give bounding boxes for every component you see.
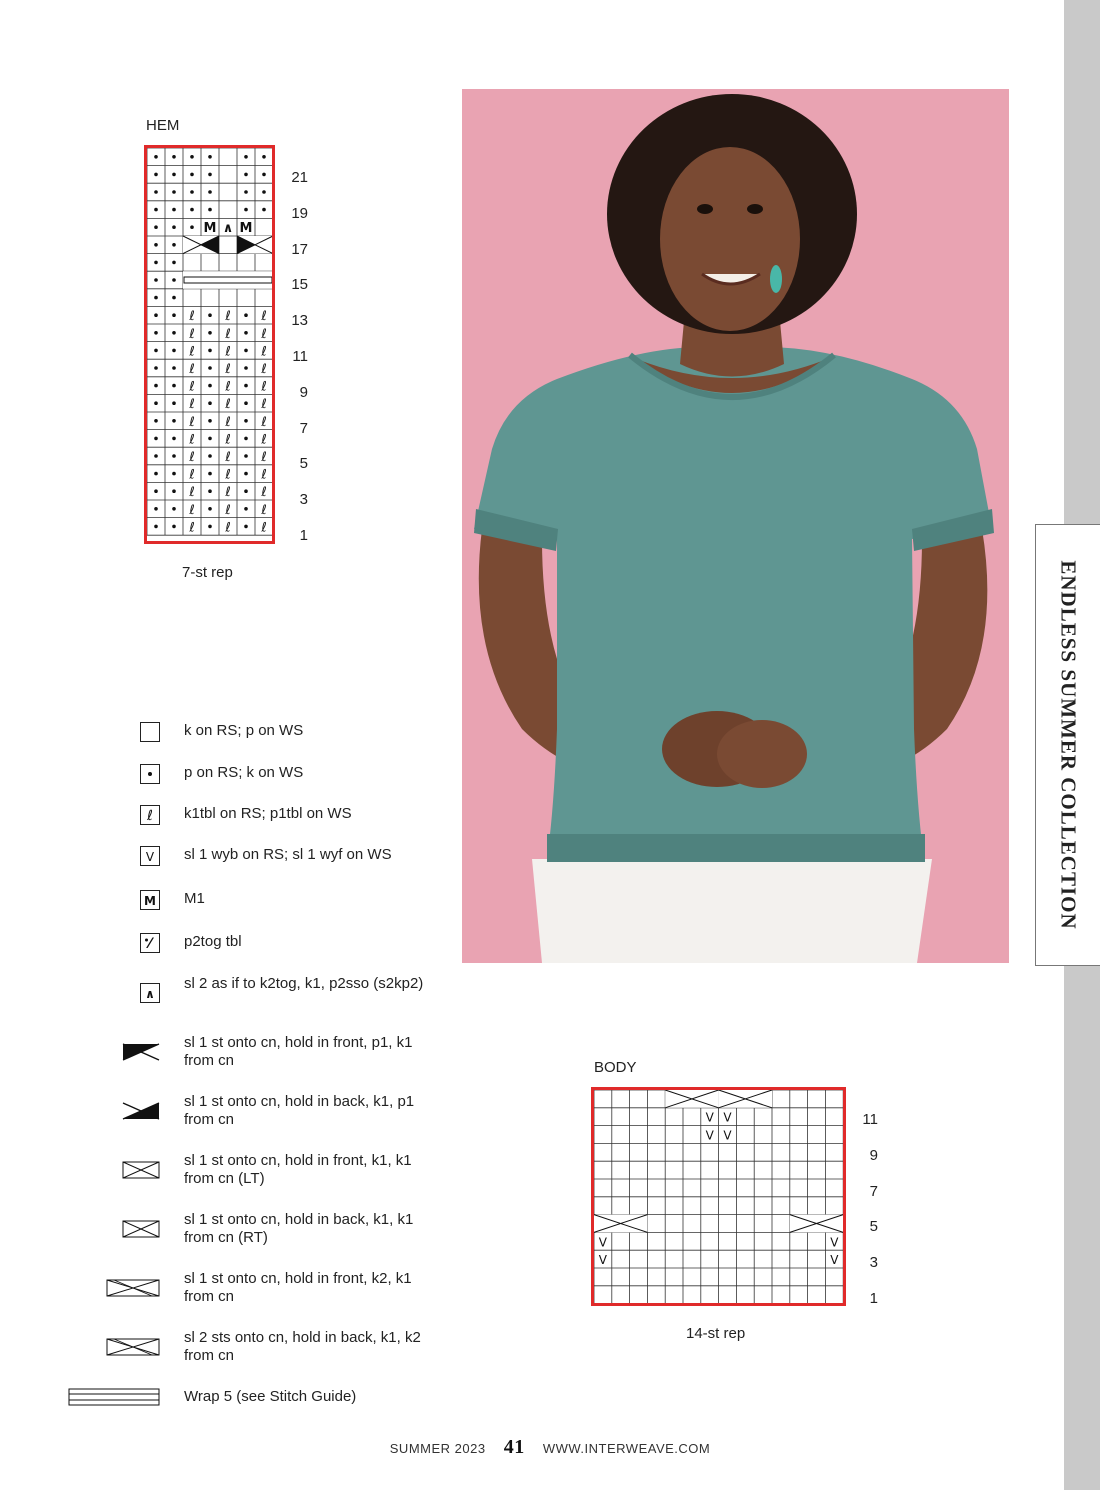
purl-dot-icon <box>154 313 158 317</box>
purl-dot-icon <box>244 419 248 423</box>
svg-text:ℓ: ℓ <box>147 808 153 824</box>
purl-dot-icon <box>172 296 176 300</box>
twisted-stitch-icon: ℓ <box>225 485 231 501</box>
twisted-stitch-icon: ℓ <box>225 344 231 360</box>
twisted-stitch-icon: ℓ <box>225 520 231 536</box>
purl-dot-icon <box>262 190 266 194</box>
purl-dot-icon <box>244 489 248 493</box>
website-label: WWW.INTERWEAVE.COM <box>542 1441 711 1456</box>
twisted-stitch-icon: ℓ <box>225 397 231 413</box>
body-row-number: 5 <box>869 1218 878 1236</box>
purl-dot-icon <box>244 401 248 405</box>
hem-row-number: 7 <box>299 419 308 437</box>
purl-dot-icon <box>262 155 266 159</box>
purl-dot-icon <box>244 349 248 353</box>
purl-dot-icon <box>154 278 158 282</box>
purl-dot-icon <box>208 437 212 441</box>
purl-dot-icon <box>172 261 176 265</box>
purl-dot-icon <box>244 155 248 159</box>
purl-dot-icon <box>172 472 176 476</box>
purl-dot-icon <box>172 507 176 511</box>
body-row-number: 1 <box>869 1290 878 1307</box>
twisted-stitch-icon: ℓ <box>225 502 231 518</box>
model-illustration <box>462 89 1009 963</box>
twisted-stitch-icon: ℓ <box>261 414 267 430</box>
legend-label: sl 2 as if to k2tog, k1, p2sso (s2kp2) <box>184 975 424 992</box>
slip-stitch-icon: V <box>830 1253 839 1268</box>
purl-dot-icon <box>154 296 158 300</box>
purl-dot-icon <box>208 349 212 353</box>
purl-dot-icon <box>154 349 158 353</box>
legend-label: k on RS; p on WS <box>184 722 304 739</box>
twisted-stitch-icon: ℓ <box>261 309 267 325</box>
section-title: ENDLESS SUMMER COLLECTION <box>1056 560 1081 930</box>
page-footer <box>0 1436 1100 1459</box>
hem-row-number: 9 <box>299 383 308 401</box>
purl-dot-icon <box>244 437 248 441</box>
purl-dot-icon <box>208 525 212 529</box>
body-row-number: 9 <box>869 1146 878 1164</box>
right-purl-cross-icon <box>122 1101 160 1121</box>
purl-dot-icon <box>208 331 212 335</box>
body-chart-title: BODY <box>594 1059 637 1076</box>
purl-dot-icon <box>172 278 176 282</box>
purl-dot-icon <box>208 173 212 177</box>
model-photo <box>462 89 1009 963</box>
hem-row-number: 3 <box>299 491 308 509</box>
purl-dot-icon <box>154 261 158 265</box>
purl-dot-icon <box>172 155 176 159</box>
twisted-stitch-icon: ℓ <box>225 432 231 448</box>
body-repeat-label: 14-st rep <box>686 1325 746 1342</box>
purl-dot-icon <box>172 173 176 177</box>
twisted-stitch-icon <box>140 805 160 825</box>
purl-dot-icon <box>140 764 160 784</box>
legend-symbol <box>60 1101 160 1121</box>
twisted-stitch-icon: ℓ <box>261 344 267 360</box>
legend-label: Wrap 5 (see Stitch Guide) <box>184 1388 357 1405</box>
twisted-stitch-icon: ℓ <box>261 326 267 342</box>
twisted-stitch-icon: ℓ <box>261 432 267 448</box>
make-one-icon: M <box>239 221 253 237</box>
slip-stitch-icon: V <box>705 1110 714 1125</box>
purl-dot-icon <box>244 173 248 177</box>
purl-dot-icon <box>172 489 176 493</box>
twisted-stitch-icon: ℓ <box>225 326 231 342</box>
legend-label: sl 1 st onto cn, hold in front, p1, k1 from cn <box>184 1034 413 1069</box>
issue-label: SUMMER 2023 <box>389 1441 486 1456</box>
slip-stitch-icon: V <box>705 1128 714 1143</box>
purl-dot-icon <box>154 437 158 441</box>
hem-chart-title: HEM <box>146 117 180 134</box>
purl-dot-icon <box>208 384 212 388</box>
legend-symbol <box>60 1160 160 1180</box>
legend-symbol <box>60 1042 160 1062</box>
purl-dot-icon <box>172 384 176 388</box>
twisted-stitch-icon: ℓ <box>189 326 195 342</box>
legend-label: p on RS; k on WS <box>184 764 304 781</box>
twisted-stitch-icon: ℓ <box>261 379 267 395</box>
purl-dot-icon <box>208 208 212 212</box>
purl-dot-icon <box>154 331 158 335</box>
purl-dot-icon <box>262 173 266 177</box>
purl-dot-icon <box>172 225 176 229</box>
purl-dot-icon <box>172 208 176 212</box>
purl-dot-icon <box>154 173 158 177</box>
purl-dot-icon <box>172 190 176 194</box>
purl-dot-icon <box>154 190 158 194</box>
purl-dot-icon <box>154 243 158 247</box>
p2tog-tbl-icon <box>140 933 160 953</box>
purl-dot-icon <box>154 525 158 529</box>
purl-dot-icon <box>154 225 158 229</box>
legend-symbol <box>60 983 160 1003</box>
legend-label: k1tbl on RS; p1tbl on WS <box>184 805 352 822</box>
left-purl-cross-icon <box>122 1042 160 1062</box>
purl-dot-icon <box>208 313 212 317</box>
svg-text:∧: ∧ <box>145 987 155 1001</box>
purl-dot-icon <box>208 366 212 370</box>
twisted-stitch-icon: ℓ <box>225 414 231 430</box>
legend-symbol <box>60 933 160 953</box>
hem-row-number: 11 <box>292 348 308 365</box>
knit-square-icon <box>140 722 160 742</box>
slip-stitch-icon: V <box>598 1235 608 1250</box>
body-chart <box>591 1087 847 1307</box>
legend-symbol <box>60 1388 160 1406</box>
purl-dot-icon <box>172 454 176 458</box>
purl-dot-icon <box>172 331 176 335</box>
purl-dot-icon <box>208 472 212 476</box>
wrap-5-icon <box>184 277 272 283</box>
hem-row-number: 21 <box>291 169 308 186</box>
twisted-stitch-icon: ℓ <box>261 397 267 413</box>
body-row-number: 11 <box>862 1111 878 1128</box>
svg-text:⁄: ⁄ <box>148 936 152 952</box>
twisted-stitch-icon: ℓ <box>189 379 195 395</box>
twisted-stitch-icon: ℓ <box>261 467 267 483</box>
legend-label: sl 1 st onto cn, hold in front, k1, k1 from cn (LT) <box>184 1152 412 1187</box>
hem-row-number: 13 <box>291 312 308 330</box>
purl-dot-icon <box>208 454 212 458</box>
purl-dot-icon <box>208 489 212 493</box>
purl-dot-icon <box>208 190 212 194</box>
purl-dot-icon <box>172 401 176 405</box>
make-one-icon <box>140 890 160 910</box>
legend-label: p2tog tbl <box>184 933 242 950</box>
twisted-stitch-icon: ℓ <box>189 432 195 448</box>
purl-dot-icon <box>154 155 158 159</box>
right-cross-1-2-icon <box>106 1337 160 1357</box>
purl-dot-icon <box>154 384 158 388</box>
double-decrease-icon <box>140 983 160 1003</box>
legend-symbol <box>60 764 160 784</box>
legend-label: sl 1 st onto cn, hold in back, k1, p1 from cn <box>184 1093 415 1128</box>
purl-dot-icon <box>244 208 248 212</box>
purl-dot-icon <box>154 366 158 370</box>
body-chart-grid <box>594 1090 843 1304</box>
twisted-stitch-icon: ℓ <box>261 485 267 501</box>
purl-dot-icon <box>244 366 248 370</box>
slip-stitch-icon <box>140 846 160 866</box>
purl-dot-icon <box>190 173 194 177</box>
hem-chart-grid <box>147 148 273 535</box>
twisted-stitch-icon: ℓ <box>225 379 231 395</box>
legend-label: sl 1 st onto cn, hold in front, k2, k1 from cn <box>184 1270 412 1305</box>
purl-dot-icon <box>208 155 212 159</box>
purl-dot-icon <box>172 313 176 317</box>
twisted-stitch-icon: ℓ <box>225 309 231 325</box>
purl-dot-icon <box>190 225 194 229</box>
purl-dot-icon <box>154 208 158 212</box>
twisted-stitch-icon: ℓ <box>225 450 231 465</box>
purl-dot-icon <box>172 243 176 247</box>
purl-dot-icon <box>172 349 176 353</box>
twisted-stitch-icon: ℓ <box>189 502 195 518</box>
twisted-stitch-icon: ℓ <box>261 502 267 518</box>
purl-dot-icon <box>244 507 248 511</box>
right-twist-icon <box>122 1219 160 1239</box>
svg-text:M: M <box>144 894 156 908</box>
legend-label: sl 2 sts onto cn, hold in back, k1, k2 from cn <box>184 1329 421 1364</box>
twisted-stitch-icon: ℓ <box>261 520 267 536</box>
legend-label: sl 1 wyb on RS; sl 1 wyf on WS <box>184 846 392 863</box>
legend-symbol <box>60 722 160 742</box>
make-one-icon: M <box>203 221 217 237</box>
left-twist-icon <box>122 1160 160 1180</box>
hem-row-number: 19 <box>291 204 308 222</box>
legend-label: M1 <box>184 890 205 907</box>
purl-dot-icon <box>244 472 248 476</box>
twisted-stitch-icon: ℓ <box>189 309 195 325</box>
legend-symbol <box>60 1337 160 1357</box>
hem-row-number: 5 <box>299 455 308 473</box>
hem-row-number: 1 <box>299 527 308 544</box>
slip-stitch-icon: V <box>723 1110 732 1125</box>
twisted-stitch-icon: ℓ <box>189 467 195 483</box>
purl-dot-icon <box>208 401 212 405</box>
purl-dot-icon <box>190 190 194 194</box>
purl-dot-icon <box>154 489 158 493</box>
twisted-stitch-icon: ℓ <box>225 362 231 377</box>
slip-stitch-icon: V <box>723 1128 732 1143</box>
purl-dot-icon <box>154 507 158 511</box>
twisted-stitch-icon: ℓ <box>225 467 231 483</box>
legend-symbol <box>60 890 160 910</box>
purl-dot-icon <box>244 384 248 388</box>
slip-stitch-icon: V <box>598 1253 608 1268</box>
purl-dot-icon <box>244 313 248 317</box>
purl-dot-icon <box>244 525 248 529</box>
hem-row-number: 15 <box>291 276 308 294</box>
purl-dot-icon <box>244 331 248 335</box>
twisted-stitch-icon: ℓ <box>189 344 195 360</box>
body-row-number: 3 <box>869 1254 878 1272</box>
purl-dot-icon <box>172 366 176 370</box>
legend-symbol <box>60 846 160 866</box>
purl-dot-icon <box>172 525 176 529</box>
left-cross-2-1-icon <box>106 1278 160 1298</box>
twisted-stitch-icon: ℓ <box>189 397 195 413</box>
double-decrease-icon: ∧ <box>222 221 234 237</box>
twisted-stitch-icon: ℓ <box>189 520 195 536</box>
hem-chart <box>144 145 276 545</box>
twisted-stitch-icon: ℓ <box>261 362 267 377</box>
purl-dot-icon <box>190 155 194 159</box>
twisted-stitch-icon: ℓ <box>261 450 267 465</box>
twisted-stitch-icon: ℓ <box>189 485 195 501</box>
purl-dot-icon <box>154 454 158 458</box>
purl-dot-icon <box>244 454 248 458</box>
hem-repeat-label: 7-st rep <box>182 564 233 581</box>
purl-dot-icon <box>172 437 176 441</box>
purl-dot-icon <box>172 419 176 423</box>
hem-row-number: 17 <box>291 240 308 258</box>
section-tab <box>1035 524 1100 966</box>
purl-dot-icon <box>244 190 248 194</box>
legend-label: sl 1 st onto cn, hold in back, k1, k1 from cn (RT) <box>184 1211 414 1246</box>
purl-dot-icon <box>262 208 266 212</box>
page-number: 41 <box>503 1436 525 1458</box>
slip-stitch-icon: V <box>830 1235 839 1250</box>
purl-dot-icon <box>208 419 212 423</box>
body-row-number: 7 <box>869 1182 878 1200</box>
legend-symbol <box>60 805 160 825</box>
twisted-stitch-icon: ℓ <box>189 362 195 377</box>
purl-dot-icon <box>208 507 212 511</box>
purl-dot-icon <box>154 419 158 423</box>
legend-symbol <box>60 1219 160 1239</box>
twisted-stitch-icon: ℓ <box>189 450 195 465</box>
twisted-stitch-icon: ℓ <box>189 414 195 430</box>
purl-dot-icon <box>154 472 158 476</box>
svg-text:V: V <box>145 850 155 864</box>
purl-dot-icon <box>190 208 194 212</box>
purl-dot-icon <box>154 401 158 405</box>
wrap-5-icon <box>68 1388 160 1406</box>
legend-symbol <box>60 1278 160 1298</box>
